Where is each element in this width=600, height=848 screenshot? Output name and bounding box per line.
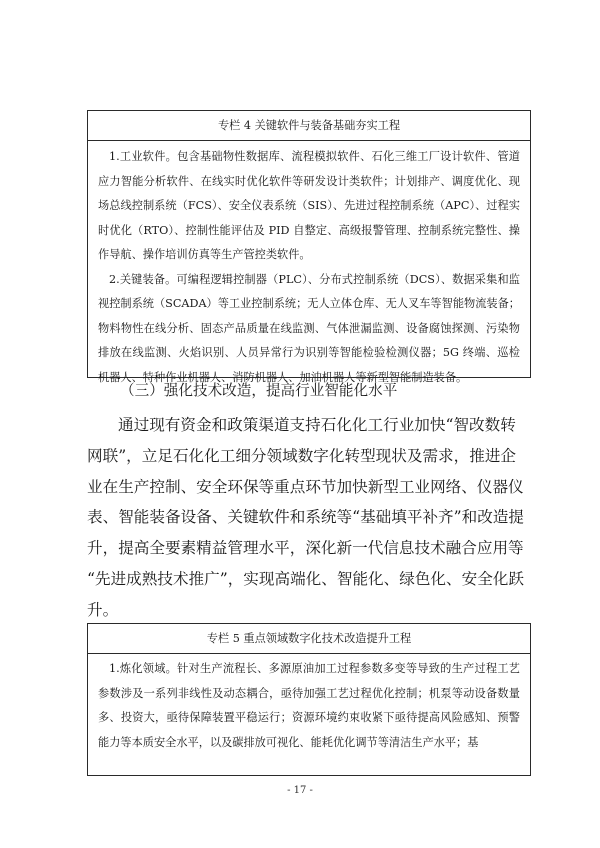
- column-box-4-line: 监视控制系统（SCADA）等工业控制系统；无人立体仓库、无人叉车等智能物流装: [98, 272, 520, 310]
- column-box-4-line: 2.关键装备。可编程逻辑控制器（PLC）、分布式控制系统（DCS）、数据采集和: [109, 272, 509, 286]
- column-box-4-body: [88, 141, 530, 390]
- column-box-5-line: 数量多、投资大，亟待保障装置平稳运行；资源环境约束收紧下亟待提高风险感知、: [98, 686, 520, 724]
- column-box-5-paragraph-refining: [98, 657, 520, 755]
- body-line: 升，提高全要素精益管理水平，深化新一代信息技术融合应用等: [87, 539, 524, 558]
- body-line: 表、智能装备设备、关键软件和系统等“基础填平补齐”和改造提: [87, 508, 524, 527]
- body-line: 网联”，立足石化化工细分领域数字化转型现状及需求，推进企: [87, 446, 517, 465]
- column-box-4-line: 操作导航、操作培训仿真等生产管控类软件。: [98, 223, 520, 261]
- section-heading: （三）强化技术改造，提高行业智能化水平: [120, 382, 398, 399]
- body-paragraph: [87, 410, 547, 626]
- column-box-4: [87, 110, 531, 384]
- column-box-4-line: 1.工业软件。包含基础物性数据库、流程模拟软件、石化三维工厂设计软件、管: [109, 150, 509, 163]
- column-box-4-line: 实时优化（RTO）、控制性能评估及 PID 自整定、高级报警管理、控制系统完整性、: [98, 199, 520, 237]
- body-line: 业在生产控制、安全环保等重点环节加快新型工业网络、仪器仪: [87, 477, 524, 496]
- body-line: “先进成熟技术推广”，实现高端化、智能化、绿色化、安全化跃: [87, 569, 524, 588]
- column-box-4-line: 备；物料物性在线分析、固态产品质量在线监测、气体泄漏监测、设备腐蚀探测、: [98, 297, 520, 335]
- column-box-4-line: 道应力智能分析软件、在线实时优化软件等研发设计类软件；计划排产、调度优化、: [98, 150, 520, 188]
- page-number: - 17 -: [287, 785, 313, 796]
- column-box-4-line: 现场总线控制系统（FCS）、安全仪表系统（SIS）、先进过程控制系统（APC）、过程: [98, 174, 520, 212]
- column-box-5-line: 艺参数涉及一系列非线性及动态耦合，亟待加强工艺过程优化控制；机泵等动设备: [98, 662, 520, 700]
- body-line: 升。: [87, 600, 119, 619]
- column-box-4-line: 巡检机器人、特种作业机器人、消防机器人、加油机器人等新型智能制造装备。: [98, 346, 520, 384]
- column-box-5: [87, 623, 531, 776]
- column-box-4-paragraph-equipment: [98, 268, 520, 391]
- column-box-5-line: 预警能力等本质安全水平，以及碳排放可视化、能耗优化调节等清洁生产水平；基: [98, 711, 520, 749]
- column-box-5-line: 1.炼化领域。针对生产流程长、多源原油加工过程参数多变等导致的生产过程工: [109, 662, 509, 675]
- column-box-5-title: 专栏 5 重点领域数字化技术改造提升工程: [88, 624, 530, 654]
- body-line: 通过现有资金和政策渠道支持石化化工行业加快“智改数转: [118, 416, 516, 434]
- column-box-4-line: 污染物排放在线监测、火焰识别、人员异常行为识别等智能检验检测仪器；5G 终端、: [98, 321, 520, 359]
- column-box-4-title: 专栏 4 关键软件与装备基础夯实工程: [88, 111, 530, 141]
- column-box-4-paragraph-software: [98, 145, 520, 268]
- column-box-5-body: [88, 654, 530, 755]
